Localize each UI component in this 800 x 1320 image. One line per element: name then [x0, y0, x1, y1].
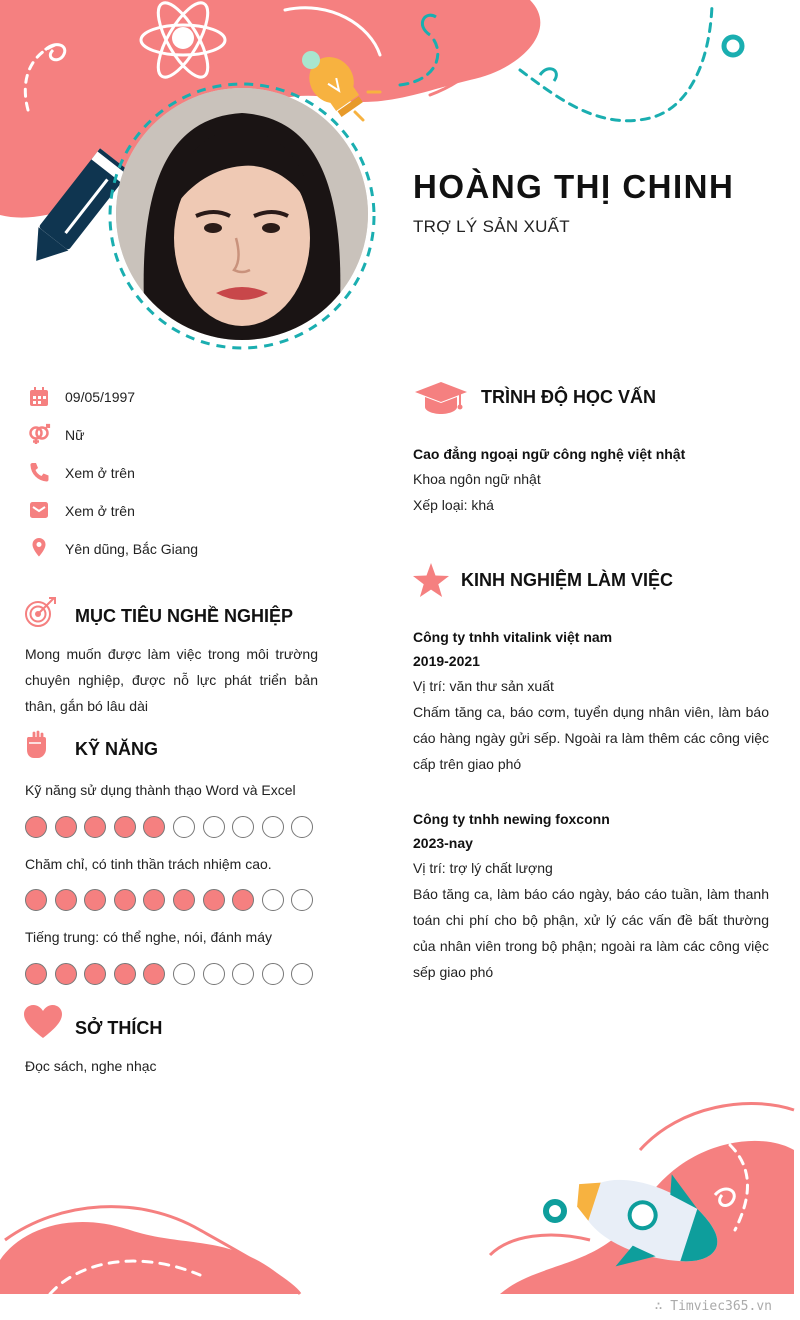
rating-dot-empty: [262, 963, 284, 985]
rating-dot-filled: [55, 816, 77, 838]
rating-dot-filled: [55, 889, 77, 911]
education-grade: Xếp loại: khá: [413, 497, 494, 513]
job-description: Báo tăng ca, làm báo cáo ngày, báo cáo tuần, làm thanh toán chi phí cho bộ phận, xử lý các vấn đề bất thường của nhân viên trong bộ phận; ngoài ra làm các công việc sếp giao phó: [413, 886, 769, 980]
skills-title: KỸ NĂNG: [75, 739, 159, 759]
school-name: Cao đẳng ngoại ngữ công nghệ việt nhật: [413, 446, 686, 462]
target-icon: [24, 596, 58, 630]
job-period: 2023-nay: [413, 835, 473, 851]
hobbies-text: Đọc sách, nghe nhạc: [25, 1058, 157, 1074]
star-icon: [413, 563, 449, 597]
skill-rating: [25, 889, 313, 911]
rating-dot-empty: [291, 889, 313, 911]
objective-title: MỤC TIÊU NGHỀ NGHIỆP: [75, 606, 294, 626]
rating-dot-filled: [25, 816, 47, 838]
rating-dot-filled: [55, 963, 77, 985]
job-role: Vị trí: trợ lý chất lượng: [413, 860, 553, 876]
heart-icon: [24, 1005, 62, 1039]
rating-dot-empty: [173, 816, 195, 838]
rating-dot-empty: [291, 963, 313, 985]
footer-decoration: [0, 1090, 800, 1296]
objective-text: Mong muốn được làm việc trong môi trường chuyên nghiệp, được nỗ lực phát triển bản thân, gắn bó lâu dài: [25, 646, 318, 714]
map-pin-icon: [28, 537, 50, 559]
rating-dot-empty: [262, 816, 284, 838]
job-period: 2019-2021: [413, 653, 480, 669]
rating-dot-empty: [262, 889, 284, 911]
phone-text: Xem ở trên: [65, 465, 135, 481]
skill-name: Kỹ năng sử dụng thành thạo Word và Excel: [25, 782, 296, 798]
rating-dot-filled: [84, 963, 106, 985]
calendar-icon: [28, 386, 50, 408]
birthday-text: 09/05/1997: [65, 389, 136, 405]
company-name: Công ty tnhh vitalink việt nam: [413, 629, 613, 645]
rating-dot-filled: [25, 889, 47, 911]
job-role: Vị trí: văn thư sản xuất: [413, 678, 554, 694]
rating-dot-filled: [173, 889, 195, 911]
envelope-icon: [28, 499, 50, 521]
skill-rating: [25, 963, 313, 985]
graduation-cap-icon: [413, 380, 469, 416]
rating-dot-filled: [114, 816, 136, 838]
hobbies-title: SỞ THÍCH: [75, 1018, 163, 1038]
rating-dot-filled: [143, 963, 165, 985]
skill-name: Tiếng trung: có thể nghe, nói, đánh máy: [25, 929, 272, 945]
rating-dot-empty: [203, 816, 225, 838]
job-title: TRỢ LÝ SẢN XUẤT: [413, 217, 570, 236]
full-name: HOÀNG THỊ CHINH: [413, 168, 735, 205]
rating-dot-filled: [84, 816, 106, 838]
phone-icon: [28, 461, 50, 483]
gender-icon: [28, 423, 50, 445]
avatar: [116, 88, 368, 340]
address-text: Yên dũng, Bắc Giang: [65, 541, 199, 557]
rating-dot-empty: [203, 963, 225, 985]
rating-dot-filled: [203, 889, 225, 911]
rating-dot-filled: [84, 889, 106, 911]
fist-icon: [24, 729, 48, 761]
rating-dot-empty: [291, 816, 313, 838]
skill-name: Chăm chỉ, có tinh thần trách nhiệm cao.: [25, 856, 272, 872]
gender-text: Nữ: [65, 427, 85, 443]
rating-dot-filled: [114, 963, 136, 985]
rating-dot-filled: [143, 816, 165, 838]
rating-dot-filled: [25, 963, 47, 985]
skill-rating: [25, 816, 313, 838]
rating-dot-empty: [173, 963, 195, 985]
rating-dot-filled: [114, 889, 136, 911]
email-text: Xem ở trên: [65, 503, 135, 519]
company-name: Công ty tnhh newing foxconn: [413, 811, 610, 827]
rating-dot-filled: [143, 889, 165, 911]
rating-dot-filled: [232, 889, 254, 911]
rating-dot-empty: [232, 816, 254, 838]
rating-dot-empty: [232, 963, 254, 985]
experience-title: KINH NGHIỆM LÀM VIỆC: [461, 570, 674, 590]
watermark: ∴ Timviec365.vn: [654, 1299, 772, 1314]
education-title: TRÌNH ĐỘ HỌC VẤN: [481, 387, 656, 407]
education-major: Khoa ngôn ngữ nhật: [413, 471, 541, 487]
job-description: Chấm tăng ca, báo cơm, tuyển dụng nhân viên, làm báo cáo hàng ngày gửi sếp. Ngoài ra làm thêm các công việc cấp trên giao phó: [413, 704, 769, 772]
